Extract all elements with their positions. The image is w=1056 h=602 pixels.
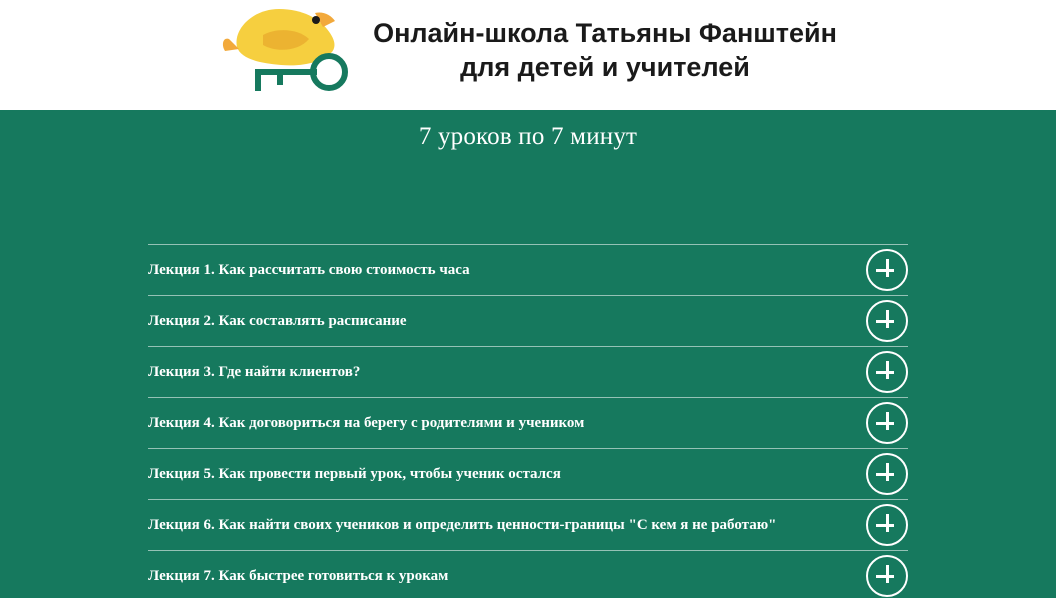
section-title: 7 уроков по 7 минут [418,123,638,150]
plus-circle-icon[interactable] [866,351,908,393]
lecture-title: Лекция 1. Как рассчитать свою стоимость часа [148,261,470,278]
list-item[interactable] [148,448,908,499]
list-item[interactable] [148,244,908,295]
yellow-bird-with-key-icon [219,0,359,107]
lecture-list [148,151,908,602]
lecture-title: Лекция 5. Как провести первый урок, чтобы ученик остался [148,465,561,482]
plus-circle-icon[interactable] [866,555,908,597]
brand-text [373,17,837,85]
lecture-title: Лекция 4. Как договориться на берегу с родителями и учеником [148,414,585,431]
lecture-title: Лекция 2. Как составлять расписание [148,312,407,329]
plus-circle-icon[interactable] [866,402,908,444]
brand-line-2: для детей и учителей [460,52,750,82]
plus-circle-icon[interactable] [866,453,908,495]
list-item[interactable] [148,397,908,448]
logo-block[interactable] [219,0,837,107]
lecture-title: Лекция 7. Как быстрее готовиться к урокам [148,567,449,584]
list-item[interactable] [148,346,908,397]
plus-circle-icon[interactable] [866,504,908,546]
list-item[interactable] [148,499,908,550]
plus-circle-icon[interactable] [866,249,908,291]
brand-line-1: Онлайн-школа Татьяны Фанштейн [373,18,837,49]
list-item[interactable] [148,295,908,346]
lecture-title: Лекция 3. Где найти клиентов? [148,363,361,380]
list-item[interactable] [148,550,908,602]
plus-circle-icon[interactable] [866,300,908,342]
lecture-title: Лекция 6. Как найти своих учеников и определить ценности-границы "С кем я не работаю" [148,516,777,533]
lectures-section [0,110,1056,598]
site-header [0,0,1056,110]
